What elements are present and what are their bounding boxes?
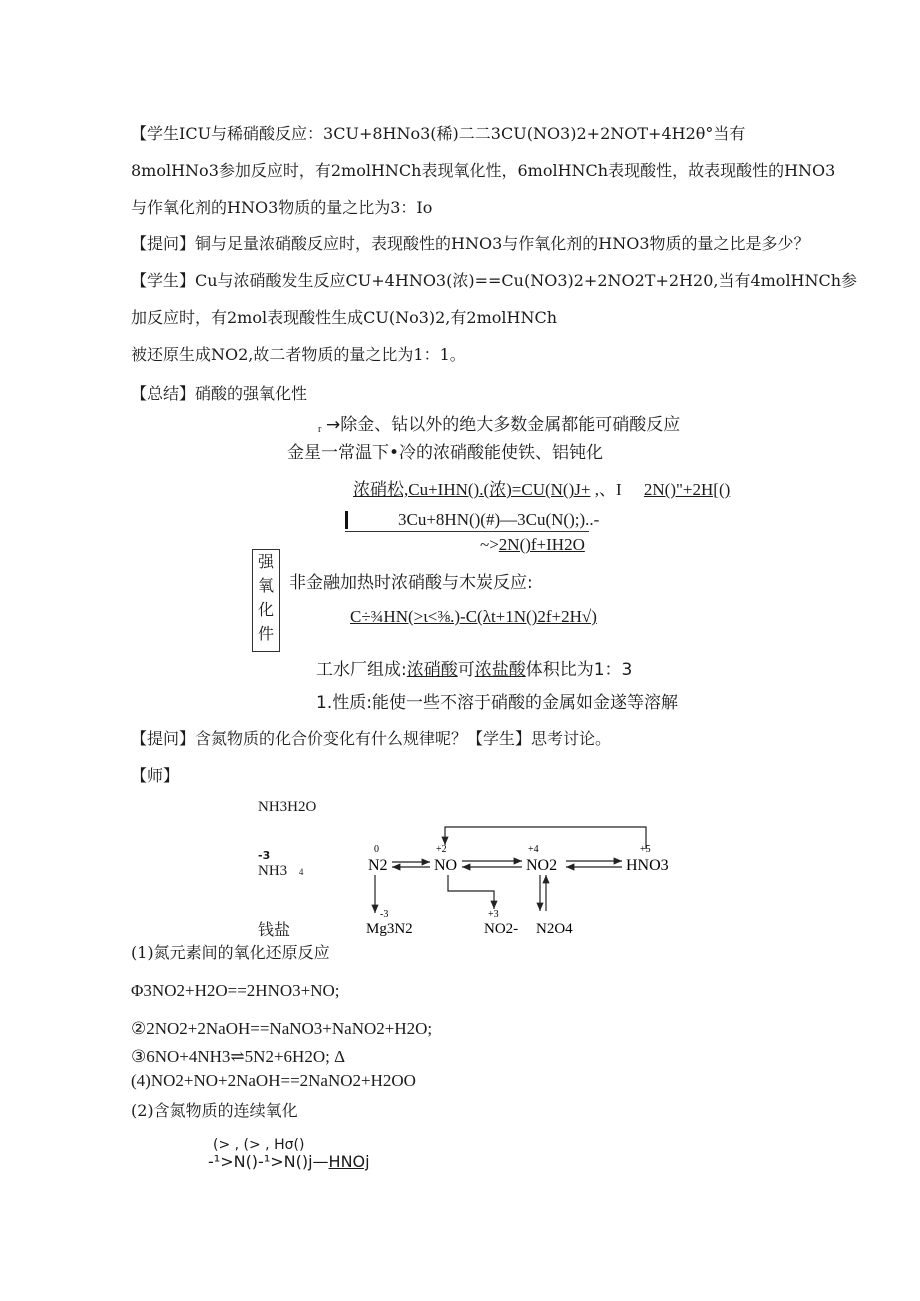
dilute-products: 2N()f+IH2O — [498, 535, 585, 554]
n2-label: N2 — [368, 857, 388, 874]
line-teacher: 【师】 — [131, 766, 180, 785]
summary-passivation: 金星一常温下•冷的浓硝酸能使铁、铝钝化 — [287, 443, 604, 463]
n2o4-label: N2O4 — [536, 921, 573, 937]
no-ox: +2 — [436, 844, 447, 855]
box-char-2: 氧 — [257, 576, 274, 595]
label-neg3: -3 — [258, 849, 271, 862]
box-char-4: 件 — [257, 624, 274, 643]
line-continuous-oxidation: (2)含氮物质的连续氧化 — [131, 1101, 298, 1120]
left-bar — [345, 511, 348, 529]
label-nh3h2o: NH3H2O — [258, 799, 317, 815]
label-nh3 — [258, 861, 303, 882]
summary-cu-dilute-products — [480, 535, 585, 555]
nitrite-ox: +3 — [488, 909, 499, 920]
aqua-regia-label: 工水厂组成: — [316, 660, 407, 680]
aqua-regia-hcl: 浓盐酸 — [474, 660, 526, 680]
nitrite-label: NO2- — [484, 921, 519, 937]
line-reduced-part: 被还原生成NO2,故二者物质的量之比为1：1。 — [131, 345, 466, 364]
hno3-ox: +5 — [640, 844, 651, 855]
line-acid-part: 加反应时，有2mol表现酸性生成CU(No3)2,有2molHNCh — [131, 308, 557, 327]
chain-bottom — [208, 1152, 370, 1172]
box-char-1: 强 — [257, 552, 274, 571]
nitrogen-diagram — [360, 815, 680, 945]
line-mol-ratio: 8molHNo3参加反应时，有2molHNCh表现氧化性，6molHNCh表现酸性，故表现酸性的HNO3 — [131, 161, 836, 180]
line-redox-heading: (1)氮元素间的氧化还原反应 — [131, 943, 330, 962]
equation-rule — [345, 531, 589, 532]
summary-bracket-mark: r — [318, 424, 322, 435]
line-student-dilute: 【学生ICU与稀硝酸反应：3CU+8HNo3(稀)二二3CU(NO3)2+2NOT+4H2θ°当有 — [131, 124, 746, 143]
n2-ox: 0 — [374, 844, 379, 855]
hno3-label: HNO3 — [626, 857, 669, 874]
summary-property: 1.性质:能使一些不溶于硝酸的金属如金遂等溶解 — [316, 693, 678, 713]
no2-ox: +4 — [528, 844, 539, 855]
line-eq-2: ②2NO2+2NaOH==NaNO3+NaNO2+H2O; — [131, 1019, 433, 1038]
mg3n2-ox: -3 — [380, 909, 389, 920]
arrow-hno3-to-no — [445, 827, 646, 849]
aqua-regia-and: 可 — [457, 660, 475, 680]
arrow-no-to-nitrite — [448, 875, 494, 909]
no2-label: NO2 — [526, 857, 558, 874]
label-ammonium-salt: 钱盐 — [258, 920, 291, 939]
cu-concentrated-mid: ,、I — [594, 480, 622, 499]
aqua-regia-nitric: 浓硝酸 — [406, 660, 458, 680]
line-eq-4: (4)NO2+NO+2NaOH==2NaNO2+H2OO — [131, 1071, 416, 1090]
aqua-regia-ratio: 体积比为1：3 — [525, 660, 633, 680]
chain-top: (> , (> , Hσ() — [213, 1137, 305, 1153]
chain-hno3: HNOj — [328, 1152, 370, 1171]
chain-species: -¹>N()-¹>N()j— — [208, 1152, 329, 1171]
summary-carbon-equation: C÷¾HN(>ι<⅜.)-C(λt+1N()2f+2H√) — [350, 607, 597, 626]
cu-concentrated-equation: 浓硝松,Cu+IHN().(浓)=CU(N()J+ — [353, 480, 591, 499]
nh3-text: NH3 — [258, 863, 288, 879]
summary-cu-concentrated — [353, 480, 730, 500]
no-label: NO — [434, 857, 458, 874]
arrow-prefix: ~> — [480, 535, 499, 554]
summary-metals: →除金、钻以外的绝大多数金属都能可硝酸反应 — [326, 415, 681, 435]
strong-oxidation-box — [252, 549, 280, 652]
line-eq-1: Φ3NO2+H2O==2HNO3+NO; — [131, 981, 340, 1000]
summary-aqua-regia — [316, 660, 632, 680]
cu-concentrated-products: 2N()"+2H[() — [643, 480, 731, 499]
mg3n2-label: Mg3N2 — [366, 921, 413, 937]
line-question-concentrated: 【提问】铜与足量浓硝酸反应时，表现酸性的HNO3与作氧化剂的HNO3物质的量之比是多少？ — [131, 234, 810, 253]
summary-cu-dilute: 3Cu+8HN()(#)—3Cu(N();)..- — [398, 510, 600, 529]
box-char-3: 化 — [257, 600, 274, 619]
summary-nonmetal: 非金融加热时浓硝酸与木炭反应: — [289, 573, 533, 593]
line-question-valence: 【提问】含氮物质的化合价变化有什么规律呢？【学生】思考讨论。 — [131, 729, 612, 748]
line-ratio-result: 与作氧化剂的HNO3物质的量之比为3：Io — [131, 198, 433, 217]
line-eq-3: ③6NO+4NH3⇌5N2+6H2O; Δ — [131, 1047, 346, 1066]
line-student-concentrated: 【学生】Cu与浓硝酸发生反应CU+4HNO3(浓)==Cu(NO3)2+2NO2T+2H20,当有4molHNCh参 — [131, 271, 858, 290]
line-summary-heading: 【总结】硝酸的强氧化性 — [131, 384, 308, 403]
nh3-tail: 4 — [298, 867, 304, 877]
